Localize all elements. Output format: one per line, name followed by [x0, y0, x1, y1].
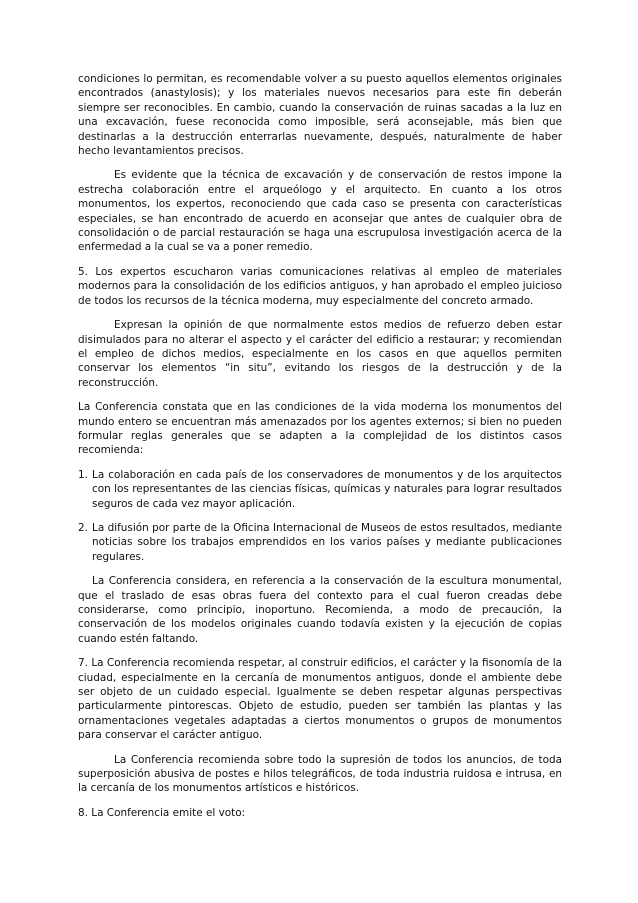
paragraph: Es evidente que la técnica de excavación y de conservación de restos impone la estrecha colaboración entre el arqueólogo y el arquitecto. En cuanto a los otros monumentos, los expertos, reconociendo que cada caso se presenta con características especiales, se han encontrado de acuerdo en aconsejar que antes de cualquier obra de consolidación o de parcial restauración se haga una escrupulosa investigación acerca de la enfermedad a la cual se va a poner remedio.	[78, 169, 562, 254]
list-text: La difusión por parte de la Oficina Internacional de Museos de estos resultados, mediante noticias sobre los trabajos emprendidos en los varios países y mediante publicaciones regulares.	[92, 521, 562, 563]
paragraph: 5. Los expertos escucharon varias comunicaciones relativas al empleo de materiales modernos para la consolidación de los edificios antiguos, y han aprobado el empleo juicioso de todos los recursos de la técnica moderna, muy especialmente del concreto armado.	[78, 265, 562, 307]
paragraph: La Conferencia constata que en las condiciones de la vida moderna los monumentos del mundo entero se encuentran más amenazados por los agentes externos; si bien no pueden formular reglas generales que se adapten a la complejidad de los distintos casos recomienda:	[78, 401, 562, 457]
list-number: 1.	[78, 468, 88, 481]
paragraph: condiciones lo permitan, es recomendable volver a su puesto aquellos elementos originales encontrados (anastylosis); y los materiales nuevos necesarios para este fin deberán siempre ser reconocibles. En cambio, cuando la conservación de ruinas sacadas a la luz en una excavación, fuese reconocida como imposible, será aconsejable, más bien que destinarlas a la destrucción enterrarlas nuevamente, después, naturalmente de haber hecho levantamientos precisos.	[78, 73, 562, 158]
paragraph: La Conferencia recomienda sobre todo la supresión de todos los anuncios, de toda superposición abusiva de postes e hilos telegráficos, de toda industria ruidosa e intrusa, en la cercanía de los monumentos artísticos e históricos.	[78, 753, 562, 795]
paragraph: Expresan la opinión de que normalmente estos medios de refuerzo deben estar disimulados para no alterar el aspecto y el carácter del edificio a restaurar; y recomiendan el empleo de dichos medios, especialmente en los casos en que aquellos permiten conservar los elementos “in situ”, evitando los riesgos de la destrucción y de la reconstrucción.	[78, 319, 562, 389]
paragraph: 7. La Conferencia recomienda respetar, al construir edificios, el carácter y la fisonomía de la ciudad, especialmente en la cercanía de monumentos antiguos, donde el ambiente debe ser objeto de un cuidado especial. Igualmente se deben respetar algunas perspectivas particularmente pintorescas. Objeto de estudio, pueden ser también las plantas y las ornamentaciones vegetales adaptadas a ciertos monumentos o grupos de monumentos para conservar el carácter antiguo.	[78, 657, 562, 742]
paragraph: 8. La Conferencia emite el voto:	[78, 806, 246, 819]
list-item	[78, 468, 562, 511]
paragraph: La Conferencia considera, en referencia a la conservación de la escultura monumental, que el traslado de esas obras fuera del contexto para el cual fueron creadas debe considerarse, como principio, inoportuno. Recomienda, a modo de precaución, la conservación de los modelos originales cuando todavía existen y la ejecución de copias cuando estén faltando.	[78, 575, 562, 645]
list-item	[78, 521, 562, 564]
list-text: La colaboración en cada país de los conservadores de monumentos y de los arquitectos con los representantes de las ciencias físicas, químicas y naturales para lograr resultados seguros de cada vez mayor aplicación.	[92, 468, 562, 510]
document-page	[78, 72, 562, 830]
list-number: 2.	[78, 521, 88, 534]
